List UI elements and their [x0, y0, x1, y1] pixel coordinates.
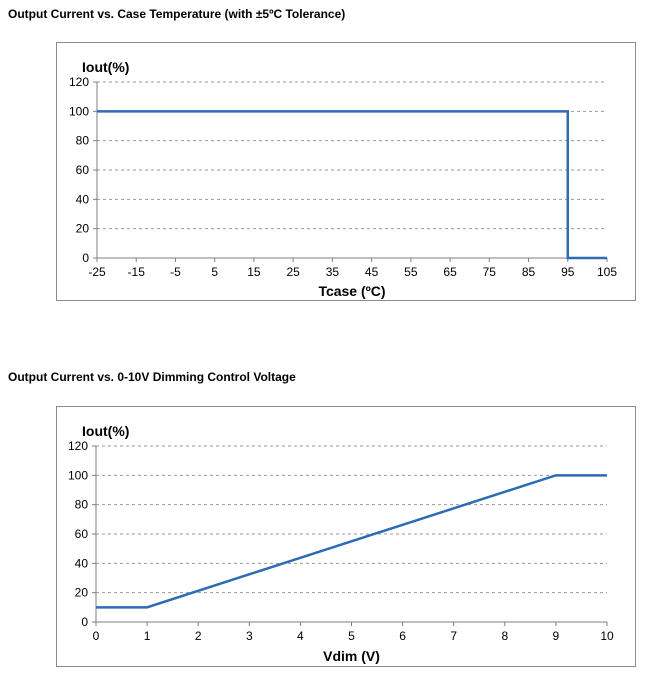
temp-x-tick-label: 75: [482, 265, 496, 279]
temp-x-tick-label: 55: [404, 265, 418, 279]
vdim-x-tick-label: 8: [501, 629, 509, 643]
vdim-x-tick-label: 2: [194, 629, 202, 643]
vdim-x-tick-label: 4: [297, 629, 304, 643]
temp-y-tick-label: 80: [75, 133, 89, 148]
vdim-x-tick-label: 3: [245, 629, 253, 643]
vdim-y-axis-title: Iout(%): [82, 423, 130, 439]
temp-y-axis-title: Iout(%): [82, 59, 130, 75]
vdim-x-tick-label: 10: [600, 629, 614, 643]
temp-y-tick-label: 0: [82, 251, 89, 265]
chart-case-temperature: [57, 43, 637, 302]
vdim-x-tick-label: 9: [552, 629, 560, 643]
temp-x-tick-label: -5: [170, 265, 181, 279]
vdim-x-axis-title: Vdim (V): [323, 648, 380, 664]
vdim-x-tick-label: 6: [399, 629, 406, 643]
vdim-y-tick-label: 20: [74, 585, 88, 600]
vdim-y-tick-label: 60: [74, 527, 88, 541]
vdim-x-tick-label: 5: [348, 629, 355, 643]
vdim-y-tick-label: 100: [67, 468, 88, 483]
temp-x-tick-label: 25: [286, 265, 300, 279]
vdim-y-tick-label: 0: [81, 615, 88, 629]
vdim-y-tick-label: 40: [74, 556, 88, 571]
temp-y-tick-label: 100: [68, 104, 89, 119]
temp-x-tick-label: 65: [443, 265, 457, 279]
temp-y-tick-label: 60: [75, 163, 89, 177]
temp-x-tick-label: 105: [596, 265, 618, 279]
chart-dimming-voltage: [57, 407, 637, 668]
vdim-y-tick-label: 120: [67, 439, 88, 453]
chart-title-dimming-voltage: Output Current vs. 0-10V Dimming Control Voltage: [8, 370, 296, 384]
temp-x-tick-label: 15: [247, 265, 261, 279]
temp-series-line: [97, 111, 607, 258]
vdim-y-tick-label: 80: [74, 497, 88, 512]
temp-x-tick-label: 85: [521, 265, 536, 279]
vdim-series-line: [96, 475, 607, 607]
temp-x-tick-label: 35: [325, 265, 340, 279]
temp-x-axis-title: Tcase (ºC): [318, 283, 386, 299]
temp-x-tick-label: 5: [211, 265, 219, 279]
temp-x-tick-label: -15: [127, 265, 145, 279]
temp-y-tick-label: 40: [75, 192, 89, 207]
vdim-x-tick-label: 7: [450, 629, 458, 643]
temp-y-tick-label: 120: [68, 75, 89, 89]
temp-x-tick-label: 45: [364, 265, 379, 279]
temp-y-tick-label: 20: [75, 221, 89, 236]
chart-frame-case-temperature: [56, 42, 636, 301]
temp-x-tick-label: -25: [88, 265, 106, 279]
vdim-x-tick-label: 1: [143, 629, 151, 643]
temp-x-tick-label: 95: [561, 265, 575, 279]
chart-frame-dimming-voltage: [56, 406, 636, 667]
chart-title-case-temperature: Output Current vs. Case Temperature (with ±5ºC Tolerance): [8, 7, 346, 21]
vdim-x-tick-label: 0: [92, 629, 100, 643]
